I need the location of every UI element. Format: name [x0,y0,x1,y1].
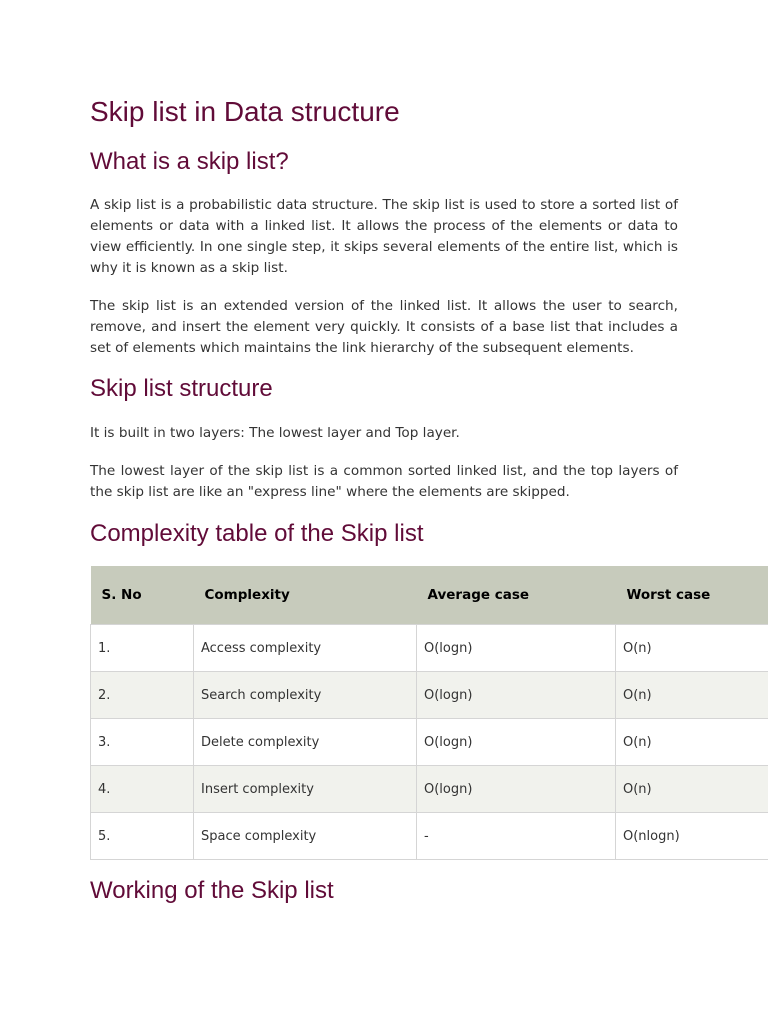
cell-sno: 4. [91,766,194,813]
header-sno: S. No [91,566,194,625]
cell-average-case: O(logn) [417,719,616,766]
cell-worst-case: O(nlogn) [616,813,768,860]
heading-skip-list-structure: Skip list structure [90,375,273,402]
cell-sno: 2. [91,672,194,719]
table-row [91,625,768,672]
cell-complexity: Delete complexity [194,719,417,766]
heading-what-is-skip-list: What is a skip list? [90,148,289,175]
complexity-table [90,566,768,860]
table-header-row [91,566,768,625]
cell-worst-case: O(n) [616,625,768,672]
paragraph-extended-version: The skip list is an extended version of the linked list. It allows the user to search, remove, and insert the element very quickly. It consists of a base list that includes a set of elements which maintains the link hierarchy of the subsequent elements. [90,298,678,356]
header-complexity: Complexity [194,566,417,625]
cell-worst-case: O(n) [616,766,768,813]
paragraph-lowest-layer: The lowest layer of the skip list is a common sorted linked list, and the top layers of the skip list are like an "express line" where the elements are skipped. [90,463,678,500]
header-average-case: Average case [417,566,616,625]
cell-average-case: - [417,813,616,860]
cell-complexity: Search complexity [194,672,417,719]
paragraph-definition: A skip list is a probabilistic data structure. The skip list is used to store a sorted list of elements or data with a linked list. It allows the process of the elements or data to view efficiently. In one single step, it skips several elements of the entire list, which is why it is known as a skip list. [90,197,678,276]
page-title: Skip list in Data structure [90,96,400,127]
cell-average-case: O(logn) [417,625,616,672]
table-row [91,813,768,860]
cell-sno: 3. [91,719,194,766]
heading-working-of-skip-list: Working of the Skip list [90,877,334,904]
paragraph-two-layers: It is built in two layers: The lowest layer and Top layer. [90,425,460,441]
heading-complexity-table: Complexity table of the Skip list [90,520,424,547]
cell-sno: 5. [91,813,194,860]
cell-complexity: Space complexity [194,813,417,860]
header-worst-case: Worst case [616,566,768,625]
cell-average-case: O(logn) [417,672,616,719]
table-row [91,719,768,766]
cell-average-case: O(logn) [417,766,616,813]
cell-worst-case: O(n) [616,672,768,719]
cell-complexity: Access complexity [194,625,417,672]
cell-worst-case: O(n) [616,719,768,766]
cell-sno: 1. [91,625,194,672]
table-row [91,766,768,813]
table-row [91,672,768,719]
cell-complexity: Insert complexity [194,766,417,813]
